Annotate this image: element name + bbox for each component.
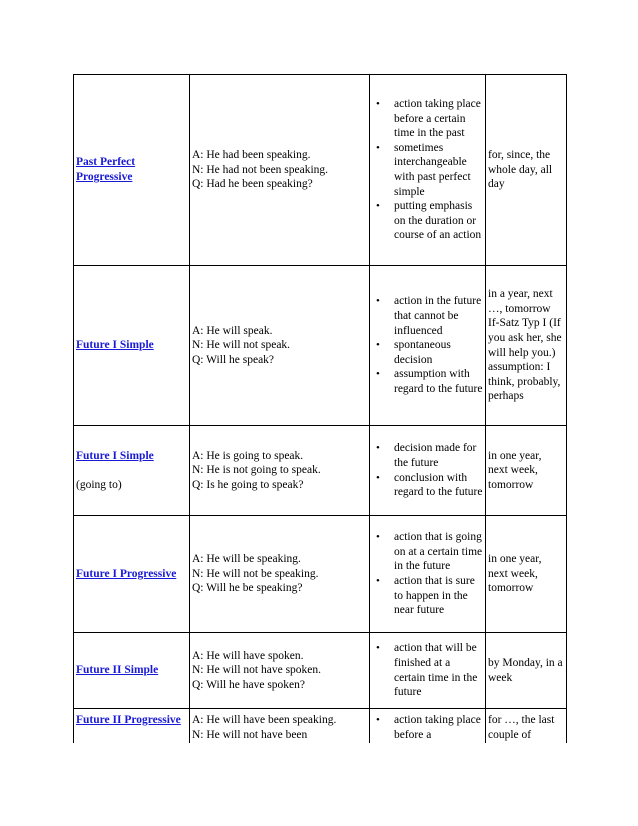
list-item: • action taking place before a certain time in the past	[394, 97, 483, 141]
tense-link[interactable]: Future II Simple	[76, 664, 159, 677]
signal-words-cell: by Monday, in a week	[486, 633, 567, 709]
tense-link[interactable]: Future I Progressive	[76, 567, 177, 580]
form-negative: N: He is not going to speak.	[192, 464, 321, 477]
uses-cell	[370, 75, 486, 266]
form-question: Q: Will he be speaking?	[192, 582, 303, 595]
list-item: • action that is going on at a certain time in the future	[394, 530, 483, 574]
table-row	[74, 633, 567, 709]
list-item: • assumption with regard to the future	[394, 367, 483, 396]
table-row	[74, 516, 567, 633]
list-item: • conclusion with regard to the future	[394, 471, 483, 500]
tense-cell	[74, 266, 190, 426]
list-item: • action taking place before a	[394, 713, 483, 742]
tense-link[interactable]: Future I Simple	[76, 339, 154, 352]
form-question: Q: Is he going to speak?	[192, 478, 304, 491]
form-negative: N: He will not have been	[192, 728, 308, 741]
tense-table	[73, 74, 567, 743]
forms-cell	[190, 75, 370, 266]
form-affirmative: A: He had been speaking.	[192, 149, 311, 162]
tense-link[interactable]: Past Perfect Progressive	[76, 156, 136, 183]
tense-cell	[74, 516, 190, 633]
list-item: • action that is sure to happen in the near future	[394, 574, 483, 618]
form-affirmative: A: He is going to speak.	[192, 449, 304, 462]
form-affirmative: A: He will speak.	[192, 324, 273, 337]
tense-note: (going to)	[76, 478, 122, 491]
uses-cell	[370, 266, 486, 426]
tense-cell	[74, 426, 190, 516]
forms-cell	[190, 266, 370, 426]
list-item: • putting emphasis on the duration or course of an action	[394, 199, 483, 243]
tense-link[interactable]: Future I Simple	[76, 449, 154, 462]
form-negative: N: He will not speak.	[192, 339, 291, 352]
form-affirmative: A: He will have spoken.	[192, 649, 304, 662]
list-item: • decision made for the future	[394, 441, 483, 470]
table-row	[74, 709, 567, 743]
uses-cell	[370, 426, 486, 516]
table-row	[74, 266, 567, 426]
list-item: • action in the future that cannot be influenced	[394, 294, 483, 338]
uses-cell	[370, 633, 486, 709]
form-affirmative: A: He will be speaking.	[192, 553, 301, 566]
form-question: Q: Will he have spoken?	[192, 678, 306, 691]
signal-words-cell: for …, the last couple of	[486, 709, 567, 743]
forms-cell	[190, 516, 370, 633]
table-row	[74, 75, 567, 266]
forms-cell	[190, 426, 370, 516]
list-item: • action that will be finished at a certain time in the future	[394, 641, 483, 699]
form-negative: N: He had not been speaking.	[192, 163, 329, 176]
signal-words-cell: in one year, next week, tomorrow	[486, 426, 567, 516]
form-negative: N: He will not be speaking.	[192, 567, 319, 580]
form-question: Q: Had he been speaking?	[192, 178, 313, 191]
list-item: • sometimes interchangeable with past perfect simple	[394, 141, 483, 199]
tense-cell	[74, 633, 190, 709]
forms-cell	[190, 709, 370, 743]
tense-cell	[74, 709, 190, 743]
signal-words-cell: in a year, next …, tomorrow If-Satz Typ I (If you ask her, she will help you.) assumption: I think, probably, perhaps	[486, 266, 567, 426]
list-item: • spontaneous decision	[394, 338, 483, 367]
form-negative: N: He will not have spoken.	[192, 664, 322, 677]
tense-link[interactable]: Future II Progressive	[76, 714, 181, 726]
form-affirmative: A: He will have been speaking.	[192, 714, 337, 726]
uses-cell	[370, 516, 486, 633]
forms-cell	[190, 633, 370, 709]
form-question: Q: Will he speak?	[192, 353, 275, 366]
signal-words-cell: for, since, the whole day, all day	[486, 75, 567, 266]
signal-words-cell: in one year, next week, tomorrow	[486, 516, 567, 633]
uses-cell	[370, 709, 486, 743]
tense-cell	[74, 75, 190, 266]
table-row	[74, 426, 567, 516]
